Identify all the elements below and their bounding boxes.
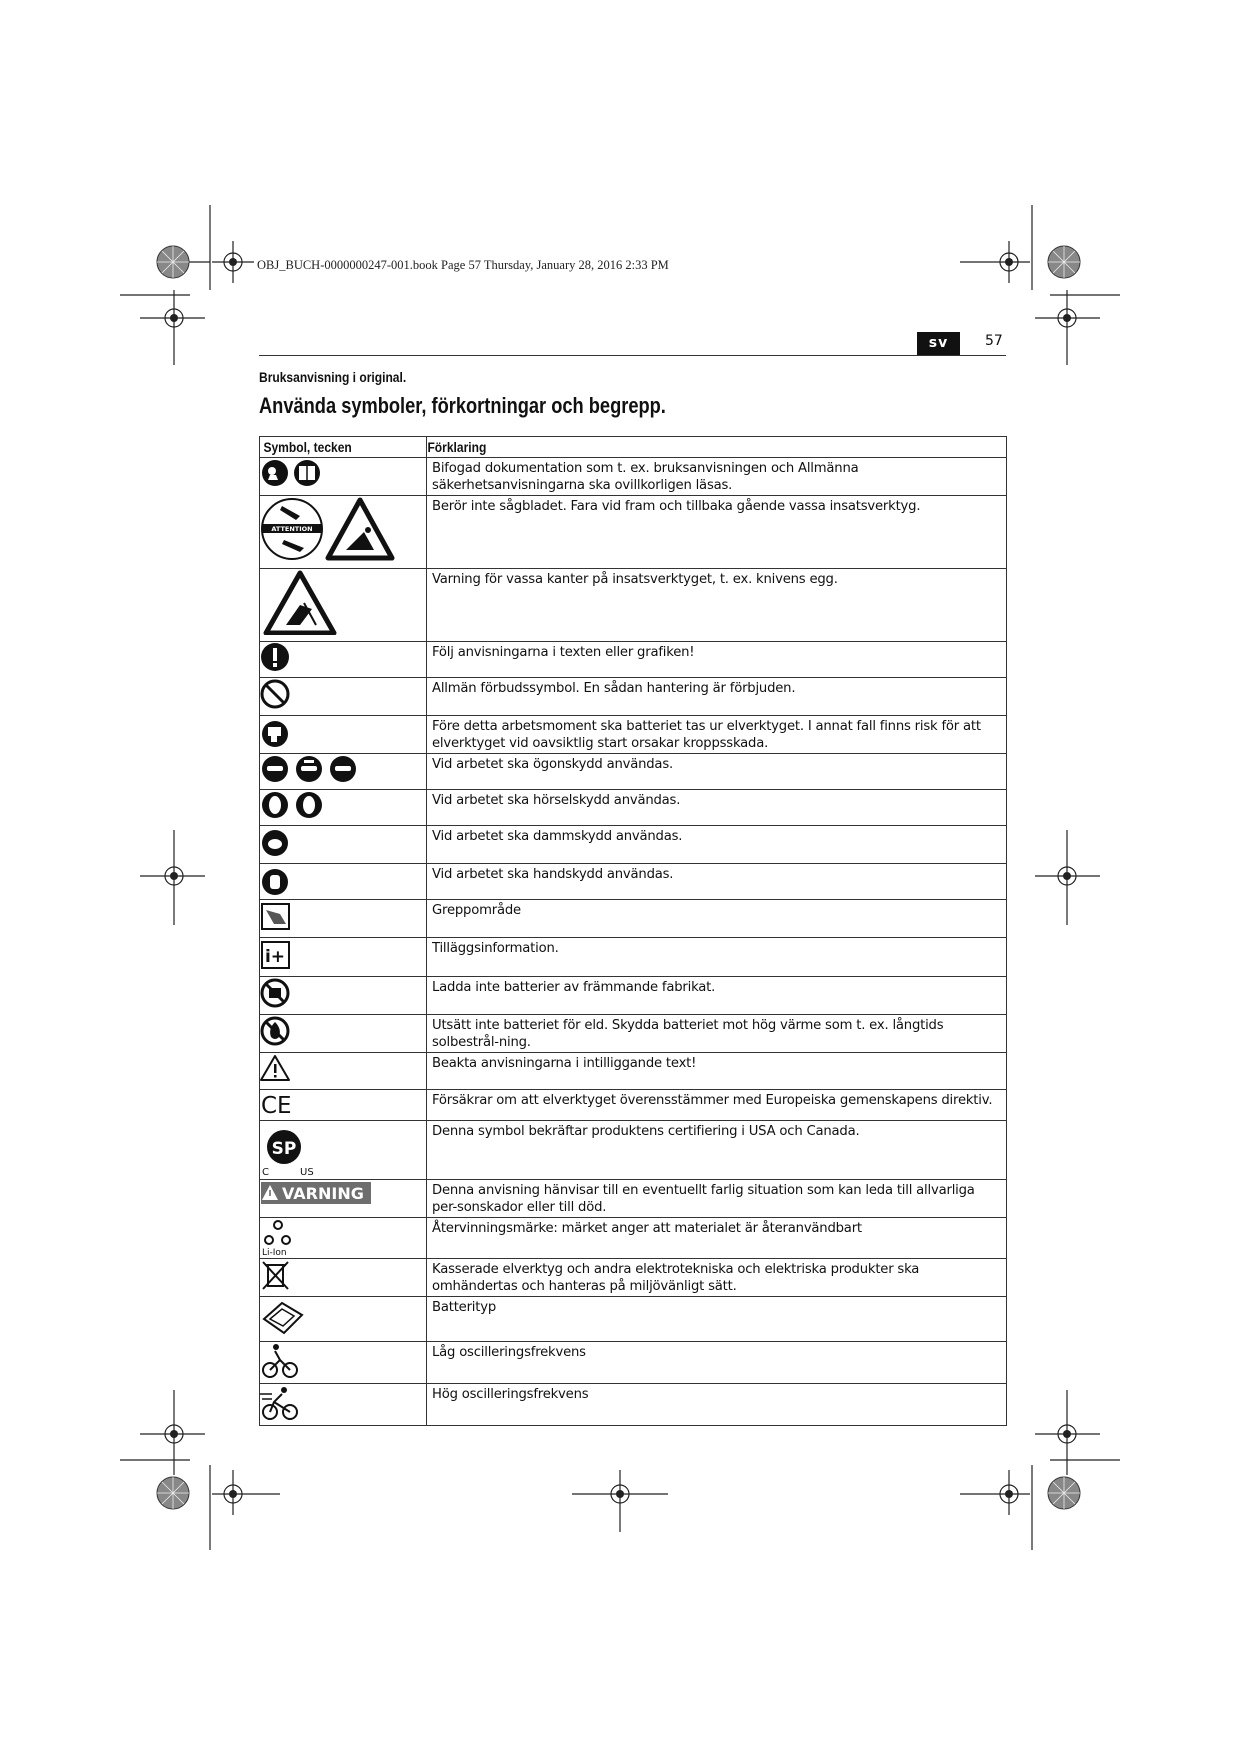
ear-protection-icon bbox=[260, 790, 326, 820]
eye-protection-icon bbox=[260, 754, 360, 784]
mandatory-icon bbox=[260, 642, 294, 672]
print-info-line: OBJ_BUCH-0000000247-001.book Page 57 Thursday, January 28, 2016 2:33 PM bbox=[257, 258, 669, 272]
table-row: Beakta anvisningarna i intilliggande text! bbox=[260, 1053, 1007, 1090]
battery-type-icon bbox=[260, 1297, 306, 1339]
sharp-edge-warning-icon bbox=[260, 569, 340, 635]
attention-blade-icon bbox=[260, 496, 410, 562]
remove-battery-icon bbox=[260, 716, 294, 748]
table-row: Följ anvisningarna i texten eller grafiken! bbox=[260, 642, 1007, 678]
warning-label-text: VARNING bbox=[282, 1184, 364, 1203]
csa-mark-icon bbox=[260, 1121, 326, 1177]
table-row: Ladda inte batterier av främmande fabrikat. bbox=[260, 977, 1007, 1015]
header-explanation: Förklaring bbox=[427, 437, 1007, 458]
header-rule bbox=[259, 355, 1006, 356]
table-row: i+ Tilläggsinformation. bbox=[260, 938, 1007, 977]
table-row: Vid arbetet ska hörselskydd användas. bbox=[260, 790, 1007, 826]
info-label: i+ bbox=[264, 947, 286, 967]
attention-label: ATTENTION bbox=[271, 525, 313, 533]
subtitle: Bruksanvisning i original. bbox=[259, 369, 407, 385]
table-row: Före detta arbetsmoment ska batteriet tas ur elverktyget. I annat fall finns risk för att elverktyget vid oavsiktlig start orsakar kroppsskada. bbox=[260, 716, 1007, 754]
table-row: ATTENTION Berör inte sågbladet. Fara vid fram och tillbaka gående vassa insatsverktyg. bbox=[260, 496, 1007, 569]
table-row: Utsätt inte batteriet för eld. Skydda batteriet mot hög värme som t. ex. långtids solbestrål-ning. bbox=[260, 1015, 1007, 1053]
prohibition-icon bbox=[260, 678, 294, 710]
weee-bin-icon bbox=[260, 1259, 294, 1291]
csa-c-label: C bbox=[262, 1167, 269, 1177]
dust-mask-icon bbox=[260, 826, 294, 858]
li-ion-label: Li-Ion bbox=[262, 1248, 287, 1256]
table-row: Vid arbetet ska handskydd användas. bbox=[260, 864, 1007, 900]
grip-area-icon bbox=[260, 900, 294, 932]
table-row: Varning för vassa kanter på insatsverktyget, t. ex. knivens egg. bbox=[260, 569, 1007, 642]
ce-label: CE bbox=[261, 1093, 292, 1118]
table-row: Vid arbetet ska dammskydd användas. bbox=[260, 826, 1007, 864]
table-row: Li-Ion Återvinningsmärke: märket anger att materialet är återanvändbart bbox=[260, 1218, 1007, 1259]
high-oscillation-icon bbox=[260, 1384, 300, 1422]
table-row: CE Försäkrar om att elverktyget överensstämmer med Europeiska gemenskapens direktiv. bbox=[260, 1090, 1007, 1121]
warning-label-icon bbox=[260, 1180, 375, 1206]
no-fire-icon bbox=[260, 1015, 294, 1047]
table-row: Batterityp bbox=[260, 1297, 1007, 1342]
table-header-row bbox=[260, 437, 1007, 458]
recycling-li-ion-icon bbox=[260, 1218, 300, 1256]
gloves-icon bbox=[260, 864, 294, 896]
csa-sp-label: SP bbox=[271, 1139, 297, 1159]
language-badge: sv bbox=[917, 332, 960, 355]
header-symbol: Symbol, tecken bbox=[260, 437, 427, 458]
page-number: 57 bbox=[985, 333, 1003, 349]
csa-us-label: US bbox=[300, 1167, 314, 1177]
low-oscillation-icon bbox=[260, 1342, 300, 1380]
table-row: Greppområde bbox=[260, 900, 1007, 938]
table-row: Vid arbetet ska ögonskydd användas. bbox=[260, 754, 1007, 790]
ce-mark-icon bbox=[260, 1090, 300, 1118]
table-row: Kasserade elverktyg och andra elektrotekniska och elektriska produkter ska omhändertas och hanteras på miljövänligt sätt. bbox=[260, 1259, 1007, 1297]
read-manual-icon bbox=[260, 458, 330, 490]
info-icon bbox=[260, 938, 294, 970]
table-row: Bifogad dokumentation som t. ex. bruksanvisningen och Allmänna säkerhetsanvisningarna ska ovillkorligen läsas. bbox=[260, 458, 1007, 496]
warning-triangle-icon bbox=[260, 1053, 294, 1083]
table-row: Låg oscilleringsfrekvens bbox=[260, 1342, 1007, 1384]
table-row: SP C US Denna symbol bekräftar produktens certifiering i USA och Canada. bbox=[260, 1121, 1007, 1180]
no-foreign-battery-icon bbox=[260, 977, 294, 1009]
table-row: VARNING Denna anvisning hänvisar till en eventuellt farlig situation som kan leda till allvarliga per-sonskador eller till död. bbox=[260, 1180, 1007, 1218]
page-title: Använda symboler, förkortningar och begrepp. bbox=[259, 393, 666, 418]
table-row: Hög oscilleringsfrekvens bbox=[260, 1384, 1007, 1426]
table-row: Allmän förbudssymbol. En sådan hantering är förbjuden. bbox=[260, 678, 1007, 716]
symbol-table bbox=[259, 436, 1007, 1426]
